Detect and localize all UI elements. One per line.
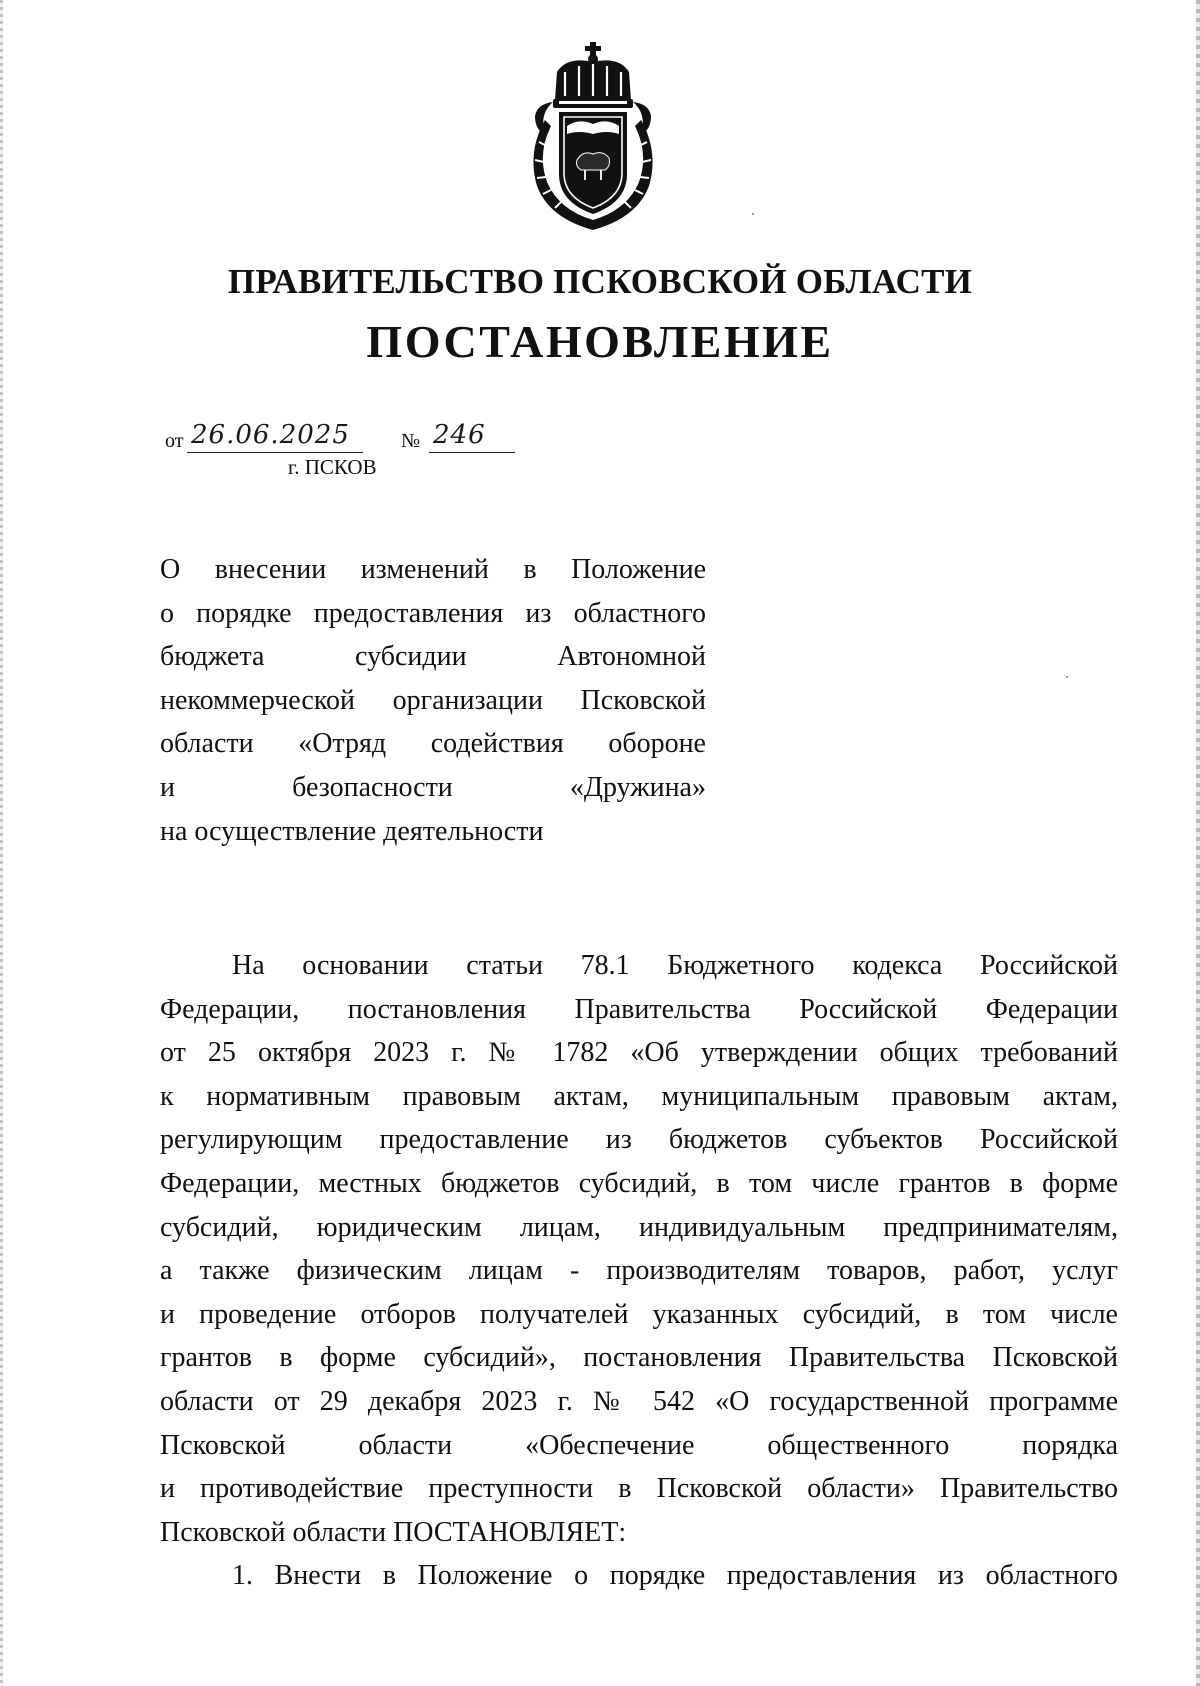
- body-line: грантов в форме субсидий», постановления Правительства Псковской: [160, 1342, 1118, 1374]
- body-line: от 25 октября 2023 г. № 1782 «Об утверждении общих требований: [160, 1037, 1118, 1069]
- body-line: к нормативным правовым актам, муниципальным правовым актам,: [160, 1080, 1118, 1112]
- date-underline: [187, 452, 363, 453]
- body-line: Федерации, местных бюджетов субсидий, в том числе грантов в форме: [160, 1167, 1118, 1199]
- body-line: и противодействие преступности в Псковской области» Правительство: [160, 1473, 1118, 1505]
- body-line: Псковской области «Обеспечение общественного порядка: [160, 1429, 1118, 1461]
- subject-line: некоммерческой организации Псковской: [160, 684, 706, 716]
- government-title: ПРАВИТЕЛЬСТВО ПСКОВСКОЙ ОБЛАСТИ: [227, 262, 973, 301]
- handwritten-number: 246: [433, 420, 486, 450]
- document-type-title: ПОСТАНОВЛЕНИЕ: [366, 316, 834, 367]
- body-line: 1. Внести в Положение о порядке предоставления из областного: [232, 1560, 1118, 1592]
- scan-speck: [752, 213, 754, 215]
- scan-edge-left: [0, 0, 3, 1686]
- pskov-oblast-coat-of-arms-icon: [527, 42, 659, 232]
- body-line: области от 29 декабря 2023 г. № 542 «О государственной программе: [160, 1385, 1118, 1417]
- body-line: и проведение отборов получателей указанных субсидий, в том числе: [160, 1298, 1118, 1330]
- subject-line: на осуществление деятельности: [160, 815, 544, 847]
- number-prefix-label: №: [401, 430, 421, 452]
- city-label: г. ПСКОВ: [288, 455, 377, 479]
- body-line: Псковской области ПОСТАНОВЛЯЕТ:: [160, 1516, 627, 1548]
- document-body: [160, 944, 1118, 1598]
- handwritten-date: 26.06.2025: [191, 420, 350, 450]
- subject-line: области «Отряд содействия обороне: [160, 728, 706, 760]
- scan-edge-right: [1196, 0, 1200, 1686]
- body-line: Федерации, постановления Правительства Российской Федерации: [160, 993, 1118, 1025]
- scan-speck: [1066, 676, 1068, 678]
- date-prefix-label: от: [165, 430, 184, 452]
- subject-line: и безопасности «Дружина»: [160, 771, 706, 803]
- number-underline: [429, 452, 515, 453]
- body-line: На основании статьи 78.1 Бюджетного кодекса Российской: [232, 950, 1118, 981]
- body-line: субсидий, юридическим лицам, индивидуальным предпринимателям,: [160, 1211, 1118, 1243]
- body-line: а также физическим лицам - производителям товаров, работ, услуг: [160, 1255, 1118, 1287]
- subject-line: о порядке предоставления из областного: [160, 597, 706, 629]
- subject-line: О внесении изменений в Положение: [160, 554, 706, 585]
- body-line: регулирующим предоставление из бюджетов субъектов Российской: [160, 1124, 1118, 1156]
- document-subject: [160, 548, 706, 853]
- subject-line: бюджета субсидии Автономной: [160, 641, 706, 673]
